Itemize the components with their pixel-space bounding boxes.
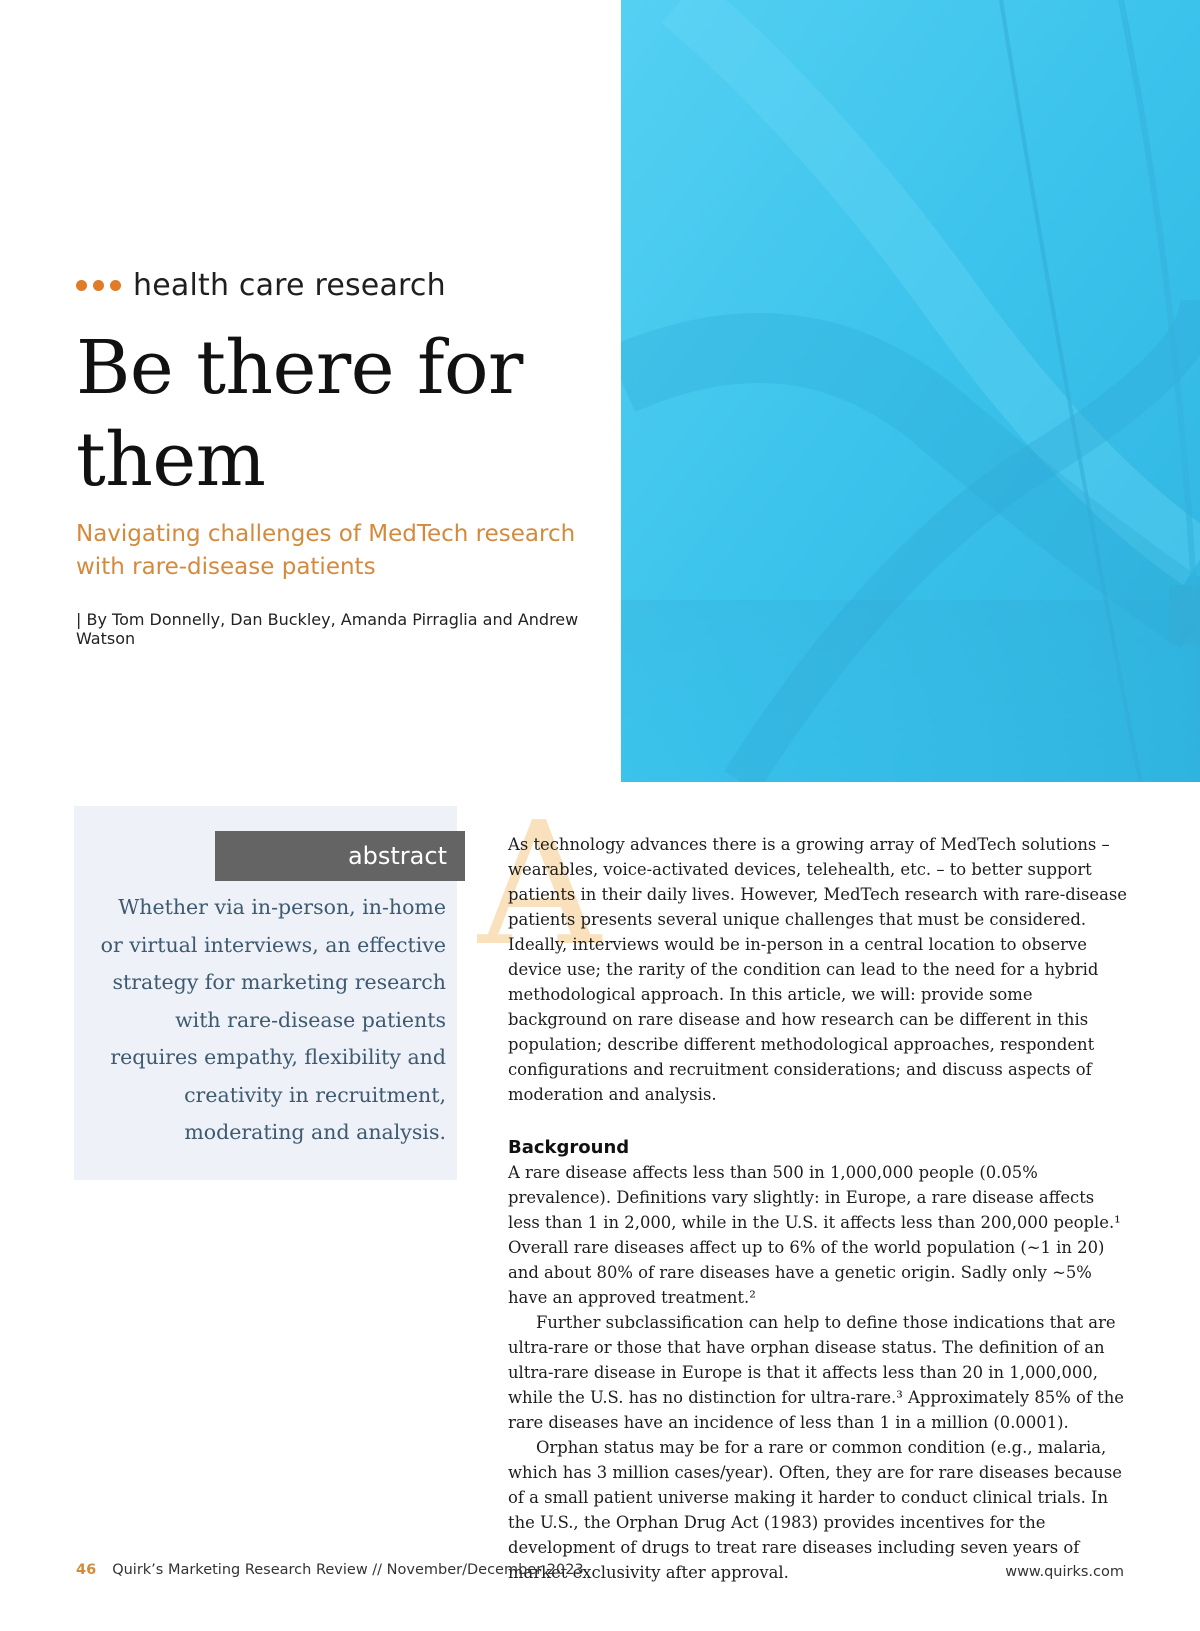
article-body: [508, 832, 1128, 1585]
footer-publication: [76, 1562, 584, 1578]
body-paragraph: Further subclassification can help to define those indications that are ultra-rare or those that have orphan disease status. The definition of an ultra-rare disease in Europe is that it affects less than 20 in 1,000,000, while the U.S. has no distinction for ultra-rare.³ Approximately 85% of the rare diseases have an incidence of less than 1 in a million (0.0001).: [508, 1313, 1124, 1432]
body-paragraph: Orphan status may be for a rare or common condition (e.g., malaria, which has 3 million cases/year). Often, they are for rare diseases because of a small patient universe making it harder to conduct clinical trials. In the U.S., the Orphan Drug Act (1983) provides incentives for the development of drugs to treat rare diseases including seven years of market exclusivity after approval.: [508, 1438, 1122, 1582]
publication-name: Quirk’s Marketing Research Review // November/December 2023: [112, 1562, 584, 1578]
bullet-dots-icon: [76, 280, 121, 291]
byline: | By Tom Donnelly, Dan Buckley, Amanda Pirraglia and Andrew Watson: [76, 610, 579, 648]
abstract-text: Whether via in-person, in-home or virtual interviews, an effective strategy for marketing research with rare-disease patients requires empathy, flexibility and creativity in recruitment, moderating and analysis.: [100, 895, 446, 1144]
abstract-label: abstract: [215, 831, 465, 881]
hero-image: [621, 0, 1200, 782]
article-subtitle: Navigating challenges of MedTech research with rare-disease patients: [76, 521, 576, 580]
section-name: health care research: [133, 268, 446, 303]
intro-paragraph: As technology advances there is a growing array of MedTech solutions – wearables, voice-activated devices, telehealth, etc. – to better support patients in their daily lives. However, MedTech research with rare-disease patients presents several unique challenges that must be considered. Ideally, interviews would be in-person in a central location to observe device use; the rarity of the condition can lead to the need for a hybrid methodological approach. In this article, we will: provide some background on rare disease and how research can be different in this population; describe different methodological approaches, respondent configurations and recruitment considerations; and discuss aspects of moderation and analysis.: [508, 835, 1128, 1104]
website-link[interactable]: www.quirks.com: [1005, 1564, 1124, 1580]
body-paragraph: A rare disease affects less than 500 in 1,000,000 people (0.05% prevalence). Definitions vary slightly: in Europe, a rare disease affects less than 1 in 2,000, while in the U.S. it affects less than 200,000 people.¹ Overall rare diseases affect up to 6% of the world population (~1 in 20) and about 80% of rare diseases have a genetic origin. Sadly only ~5% have an approved treatment.²: [508, 1163, 1121, 1307]
article-title: Be there for them: [76, 325, 523, 503]
drop-cap: A: [478, 786, 601, 984]
section-label: [76, 268, 446, 303]
background-heading: Background: [508, 1137, 630, 1158]
page-number: 46: [76, 1562, 97, 1578]
